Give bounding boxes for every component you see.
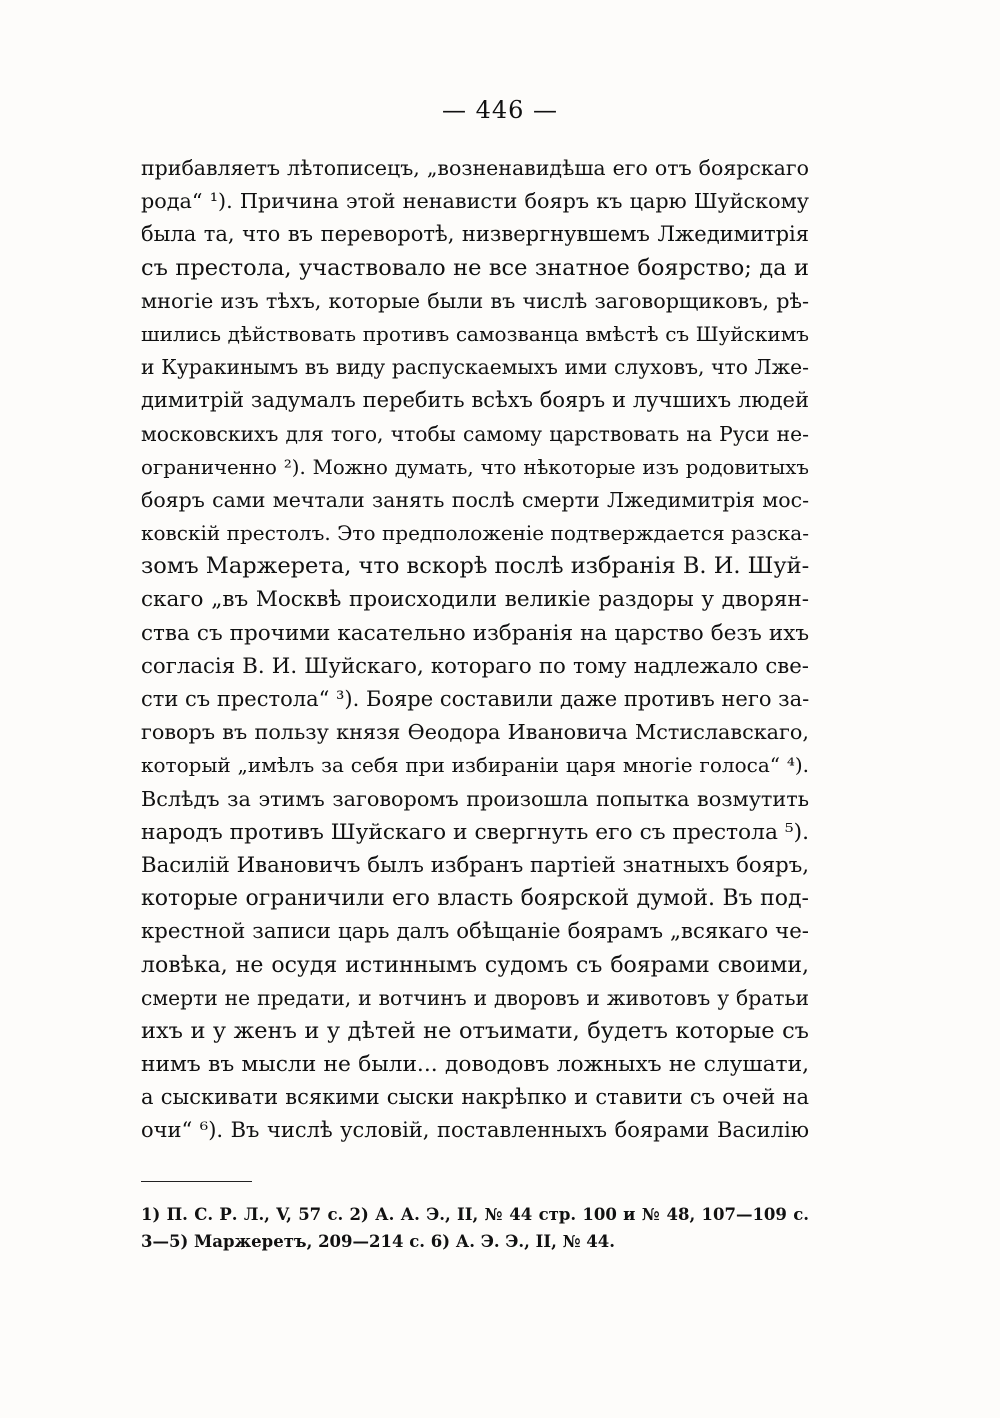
- text-line: шились дѣйствовать противъ самозванца вмѣстѣ съ Шуйскимъ: [141, 321, 809, 346]
- footnotes: [141, 1201, 809, 1255]
- page-number: — 446 —: [441, 96, 559, 124]
- text-line: согласія В. И. Шуйскаго, котораго по тому надлежало све-: [141, 653, 809, 679]
- text-line: а сыскивати всякими сыски накрѣпко и ставити съ очей на: [141, 1085, 809, 1110]
- text-line: которые ограничили его власть боярской думой. Въ под-: [141, 886, 809, 912]
- text-line: крестной записи царь далъ обѣщаніе боярамъ „всякаго че-: [141, 919, 809, 945]
- footnote-line: 3—5) Маржеретъ, 209—214 с. 6) А. Э. Э., II, № 44.: [141, 1232, 615, 1251]
- text-line: бояръ сами мечтали занять послѣ смерти Лжедимитрія мос-: [141, 487, 809, 512]
- text-line: ловѣка, не осудя истиннымъ судомъ съ боярами своими,: [141, 952, 809, 978]
- text-line: димитрій задумалъ перебить всѣхъ бояръ и лучшихъ людей: [141, 388, 809, 413]
- text-line: прибавляетъ лѣтописецъ, „возненавидѣша его отъ боярскаго: [141, 156, 809, 180]
- footnote-line: 1) П. С. Р. Л., V, 57 с. 2) А. А. Э., II, № 44 стр. 100 и № 48, 107—109 с.: [141, 1205, 809, 1224]
- text-line: ковскій престолъ. Это предположеніе подтверждается разска-: [141, 521, 809, 546]
- text-line: Василій Ивановичъ былъ избранъ партіей знатныхъ бояръ,: [141, 852, 809, 878]
- text-line: ограниченно ²). Можно думать, что нѣкоторые изъ родовитыхъ: [141, 455, 809, 479]
- text-line: очи“ ⁶). Въ числѣ условій, поставленныхъ боярами Василію: [141, 1118, 809, 1143]
- text-line: скаго „въ Москвѣ происходили великіе раздоры у дворян-: [141, 587, 809, 613]
- text-line: съ престола, участвовало не все знатное боярство; да и: [141, 254, 809, 281]
- text-line: смерти не предати, и вотчинъ и дворовъ и животовъ у братьи: [141, 985, 809, 1010]
- text-line: ихъ и у женъ и у дѣтей не отъимати, будетъ которые съ: [141, 1017, 809, 1044]
- text-line: рода“ ¹). Причина этой ненависти бояръ къ царю Шуйскому: [141, 189, 809, 214]
- text-line: ства съ прочими касательно избранія на царство безъ ихъ: [141, 620, 809, 646]
- text-line: была та, что въ переворотѣ, низвергнувшемъ Лжедимитрія: [141, 222, 809, 247]
- text-line: нимъ въ мысли не были... доводовъ ложныхъ не слушати,: [141, 1052, 809, 1078]
- text-line: московскихъ для того, чтобы самому царствовать на Руси не-: [141, 421, 809, 446]
- body-text: [141, 152, 809, 1148]
- text-line: говоръ въ пользу князя Ѳеодора Ивановича Мстиславскаго,: [141, 720, 809, 745]
- text-line: зомъ Маржерета, что вскорѣ послѣ избранія В. И. Шуй-: [141, 553, 810, 580]
- text-line: сти съ престола“ ³). Бояре составили даже противъ него за-: [141, 687, 810, 711]
- text-line: многіе изъ тѣхъ, которые были въ числѣ заговорщиковъ, рѣ-: [141, 288, 809, 313]
- text-line: народъ противъ Шуйскаго и свергнуть его съ престола ⁵).: [141, 819, 809, 845]
- text-line: который „имѣлъ за себя при избираніи царя многіе голоса“ ⁴).: [141, 753, 809, 778]
- footnote-divider: [141, 1181, 252, 1182]
- text-line: и Куракинымъ въ виду распускаемыхъ ими слуховъ, что Лже-: [141, 355, 809, 380]
- text-line: Вслѣдъ за этимъ заговоромъ произошла попытка возмутить: [141, 786, 809, 811]
